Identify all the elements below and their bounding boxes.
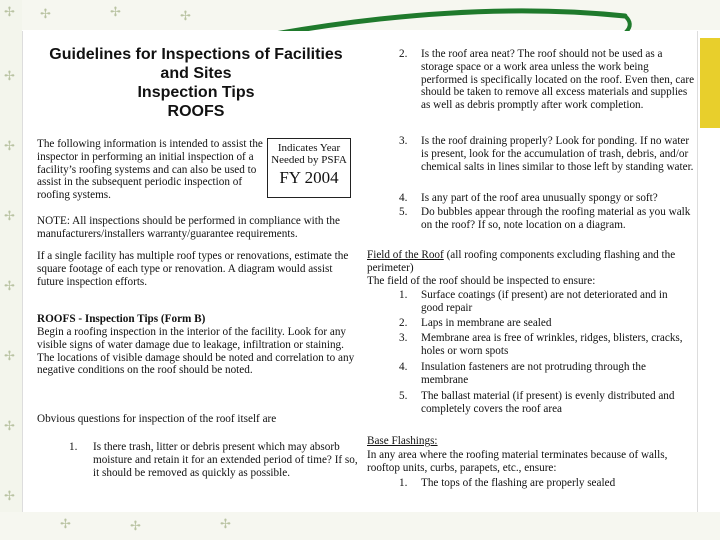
base-flashings-heading: Base Flashings: xyxy=(367,435,438,447)
field-item-number: 3. xyxy=(399,332,408,344)
question-text: Is there trash, litter or debris present which may absorb moisture and retain it for an extended period of time? If so, it should be removed as quickly as possible. xyxy=(93,441,358,479)
title-line: and Sites xyxy=(160,65,232,82)
base-flashings-body: In any area where the roofing material terminates because of walls, rooftop units, curbs, parapets, etc., ensure: xyxy=(367,449,668,474)
title-line: ROOFS xyxy=(167,103,225,120)
obvious-questions-text: Obvious questions for inspection of the roof itself are xyxy=(37,413,277,425)
question-text: Is any part of the roof area unusually spongy or soft? xyxy=(421,192,658,204)
accent-bar xyxy=(700,38,720,128)
title-line: Inspection Tips xyxy=(137,84,255,101)
field-item-number: 2. xyxy=(399,317,408,329)
field-item-text: Surface coatings (if present) are not deteriorated and in good repair xyxy=(421,289,668,314)
question-text: Is the roof draining properly? Look for ponding. If no water is present, look for the accumulation of trash, debris, and/or chemical salts in lines similar to those left by standing water. xyxy=(421,135,694,173)
field-intro: The field of the roof should be inspected to ensure: xyxy=(367,275,596,287)
field-item-number: 4. xyxy=(399,361,408,373)
fiscal-year-box xyxy=(267,138,351,198)
question-text: Is the roof area neat? The roof should not be used as a storage space or a work area unless the work being performed is specifically located on the roof. Even then, care should be taken to remove all excess materials and supplies as well as debris promptly after work completion. xyxy=(421,48,695,112)
title-line: Guidelines for Inspections of Facilities xyxy=(49,46,343,63)
field-heading-label: Field of the Roof xyxy=(367,249,444,261)
field-heading-rest: (all roofing components excluding flashing and the perimeter) xyxy=(367,249,676,274)
page-title xyxy=(31,45,361,121)
document-page xyxy=(22,31,698,512)
form-body: Begin a roofing inspection in the interior of the facility. Look for any visible signs of water damage due to leakage, infiltration or staining. The locations of visible damage should be noted and correlation to any negative conditions on the roof should be noted. xyxy=(37,326,355,377)
base-item-number: 1. xyxy=(399,477,408,489)
field-item-text: The ballast material (if present) is evenly distributed and completely covers the roof area xyxy=(421,390,675,415)
question-text: Do bubbles appear through the roofing material as you walk on the roof? If so, note location on a diagram. xyxy=(421,206,691,231)
single-facility-text: If a single facility has multiple roof types or renovations, estimate the square footage of each type or renovation. A diagram would assist future inspection efforts. xyxy=(37,250,349,288)
question-number: 3. xyxy=(399,135,408,147)
question-number: 5. xyxy=(399,206,408,218)
question-number: 1. xyxy=(69,441,78,453)
field-item-number: 1. xyxy=(399,289,408,301)
box-line-1: Indicates Year xyxy=(277,142,341,154)
fiscal-year: FY 2004 xyxy=(279,168,339,187)
field-item-text: Insulation fasteners are not protruding through the membrane xyxy=(421,361,646,386)
field-item-text: Membrane area is free of wrinkles, ridges, blisters, cracks, holes or worn spots xyxy=(421,332,683,357)
question-number: 4. xyxy=(399,192,408,204)
form-heading: ROOFS - Inspection Tips (Form B) xyxy=(37,313,206,325)
bottom-border xyxy=(0,512,720,540)
field-item-text: Laps in membrane are sealed xyxy=(421,317,552,329)
base-item-text: The tops of the flashing are properly sealed xyxy=(421,477,616,489)
intro-text: The following information is intended to assist the inspector in performing an initial inspection of a facility’s roofing systems and can also be used to assist in the subsequent periodic inspection of roofing systems. xyxy=(37,138,263,202)
box-line-2: Needed by PSFA xyxy=(271,154,347,166)
field-item-number: 5. xyxy=(399,390,408,402)
note-text: NOTE: All inspections should be performed in compliance with the manufacturers/installers warranty/guarantee requirements. xyxy=(37,215,340,240)
field-of-roof-heading xyxy=(367,249,693,275)
question-number: 2. xyxy=(399,48,408,60)
